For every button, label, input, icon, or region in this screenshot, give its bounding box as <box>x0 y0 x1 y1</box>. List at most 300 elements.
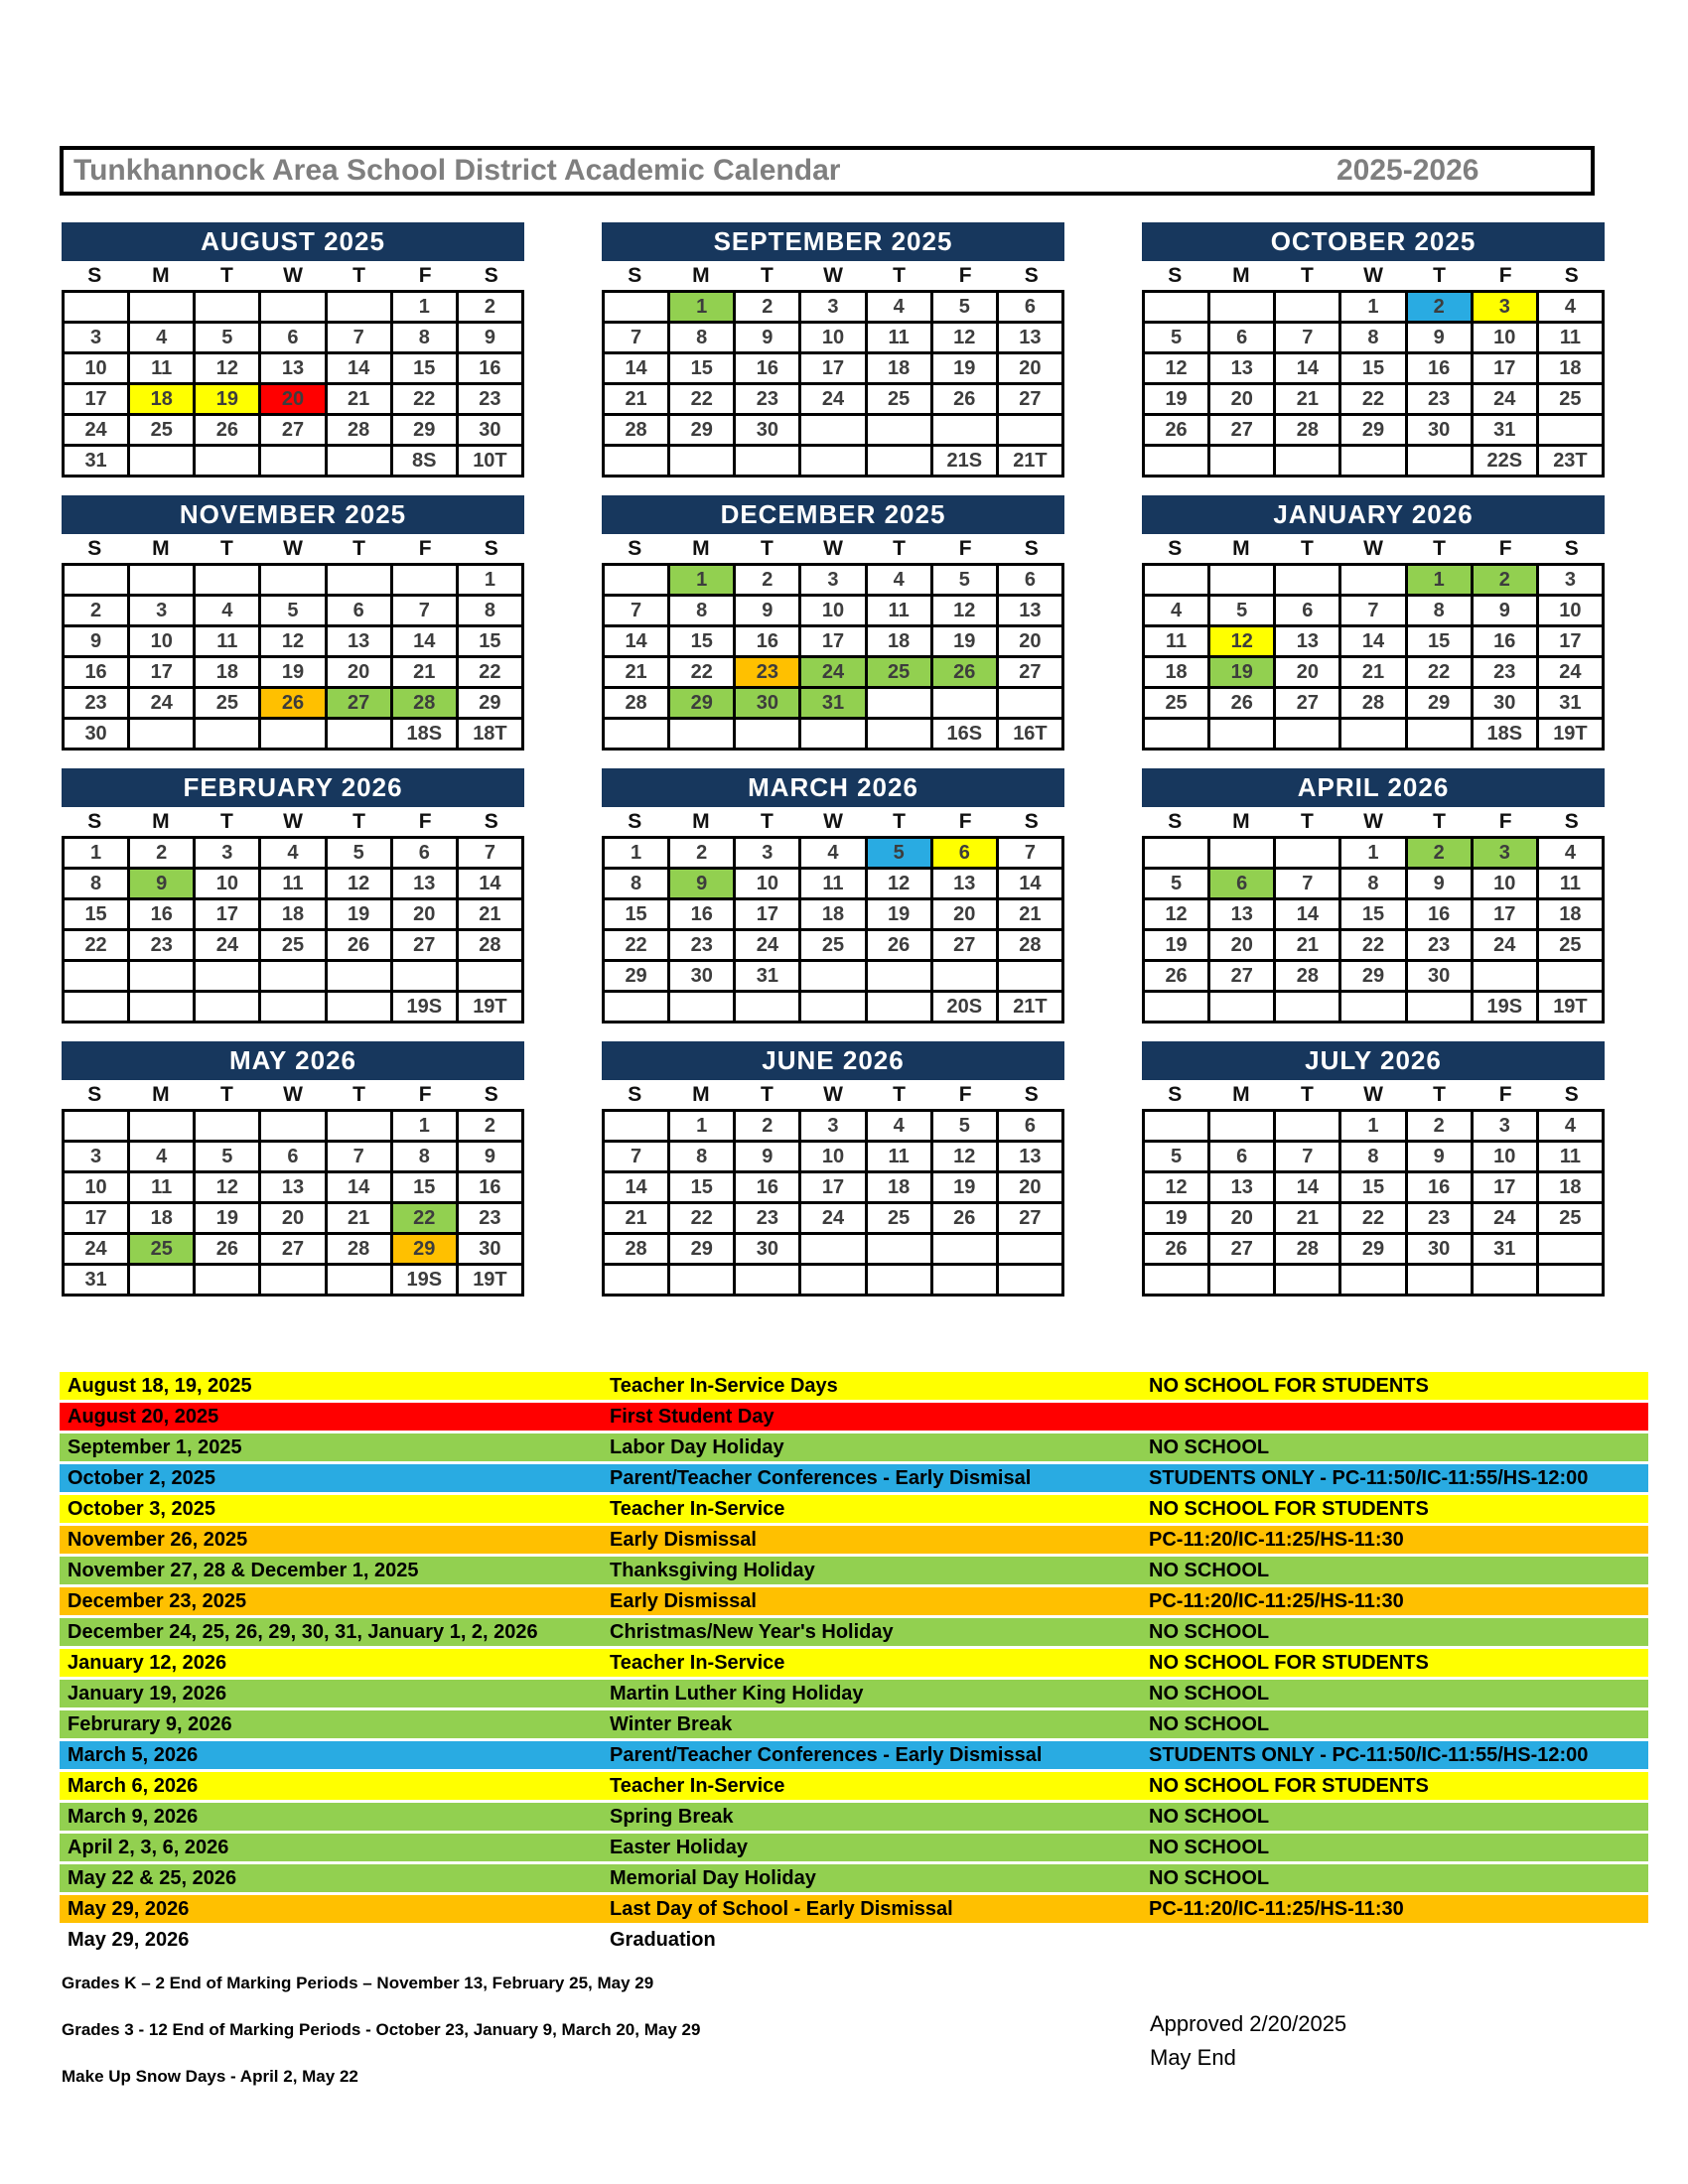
day-cell: 17 <box>64 384 129 415</box>
day-cell: 15 <box>669 626 735 657</box>
weekday-label: F <box>418 809 432 833</box>
day-cell: 8 <box>457 596 522 626</box>
day-cell: 20 <box>326 657 391 688</box>
legend-event: Spring Break <box>610 1805 734 1828</box>
weekday-label: W <box>283 809 303 833</box>
week-row <box>604 565 1063 596</box>
day-cell: 27 <box>1209 415 1275 446</box>
day-cell: 24 <box>64 1234 129 1265</box>
day-cell: 16 <box>129 899 195 930</box>
weekday-label: F <box>958 263 972 287</box>
month-grid <box>62 290 524 478</box>
week-row <box>64 869 523 899</box>
empty-cell <box>1275 719 1340 750</box>
weekday-label: M <box>692 263 710 287</box>
day-cell: 24 <box>1472 384 1537 415</box>
week-row <box>64 384 523 415</box>
legend-row <box>60 1495 1648 1523</box>
week-row <box>604 719 1063 750</box>
legend-row <box>60 1433 1648 1461</box>
day-cell: 16 <box>1472 626 1537 657</box>
legend-date: May 29, 2026 <box>68 1928 190 1951</box>
day-cell: 21 <box>326 1203 391 1234</box>
day-cell: 11 <box>1537 323 1603 353</box>
day-cell: 20 <box>260 1203 326 1234</box>
day-cell: 22 <box>1406 657 1472 688</box>
day-cell: 11 <box>129 353 195 384</box>
empty-cell <box>326 1111 391 1142</box>
day-cell: 12 <box>195 353 260 384</box>
empty-cell <box>997 1265 1062 1296</box>
empty-cell <box>1144 565 1209 596</box>
day-cell: 21 <box>326 384 391 415</box>
empty-cell <box>391 961 457 992</box>
day-cell: 12 <box>1144 353 1209 384</box>
legend-row <box>60 1649 1648 1677</box>
empty-cell <box>129 719 195 750</box>
week-row <box>64 1203 523 1234</box>
month-grid <box>1142 836 1605 1024</box>
day-cell: 2 <box>64 596 129 626</box>
empty-cell <box>64 1111 129 1142</box>
day-cell: 2 <box>457 292 522 323</box>
day-cell: 21S <box>931 446 997 477</box>
weekday-label: M <box>1232 1082 1250 1106</box>
weekday-label: S <box>1168 809 1183 833</box>
weekday-label: F <box>1498 809 1512 833</box>
legend-note: NO SCHOOL <box>1149 1836 1270 1858</box>
weekday-label: F <box>418 1082 432 1106</box>
day-cell: 12 <box>1144 899 1209 930</box>
day-cell: 26 <box>1209 688 1275 719</box>
day-cell: 27 <box>1209 961 1275 992</box>
day-cell: 3 <box>64 323 129 353</box>
week-row <box>1144 992 1604 1023</box>
day-cell: 8 <box>1340 1142 1406 1172</box>
day-cell: 19T <box>457 1265 522 1296</box>
legend-row <box>60 1864 1648 1892</box>
empty-cell <box>1537 1234 1603 1265</box>
month-grid <box>62 563 524 751</box>
weekday-label: T <box>220 536 233 560</box>
footer-note: Grades 3 - 12 End of Marking Periods - October 23, January 9, March 20, May 29 <box>62 2020 701 2039</box>
day-cell: 30 <box>669 961 735 992</box>
empty-cell <box>1340 446 1406 477</box>
day-cell: 4 <box>1537 838 1603 869</box>
weekday-label: M <box>152 263 170 287</box>
weekday-label: T <box>761 1082 774 1106</box>
day-cell: 25 <box>1144 688 1209 719</box>
empty-cell <box>866 992 931 1023</box>
day-cell: 19S <box>391 992 457 1023</box>
empty-cell <box>997 688 1062 719</box>
empty-cell <box>1209 446 1275 477</box>
weekday-label: T <box>352 263 365 287</box>
empty-cell <box>1275 565 1340 596</box>
empty-cell <box>260 1265 326 1296</box>
week-row <box>64 992 523 1023</box>
day-cell: 6 <box>260 1142 326 1172</box>
day-cell: 25 <box>866 657 931 688</box>
empty-cell <box>195 1111 260 1142</box>
day-cell: 13 <box>1275 626 1340 657</box>
day-cell: 2 <box>735 292 800 323</box>
day-cell: 14 <box>391 626 457 657</box>
day-cell: 21 <box>604 1203 669 1234</box>
week-row <box>1144 1142 1604 1172</box>
weekday-label: F <box>1498 1082 1512 1106</box>
day-cell: 4 <box>866 292 931 323</box>
day-cell: 10 <box>64 353 129 384</box>
day-cell: 5 <box>1144 869 1209 899</box>
day-cell: 24 <box>195 930 260 961</box>
day-cell: 8 <box>64 869 129 899</box>
day-cell: 29 <box>1340 415 1406 446</box>
legend-note: NO SCHOOL <box>1149 1620 1270 1643</box>
weekday-label: S <box>1168 536 1183 560</box>
empty-cell <box>735 992 800 1023</box>
empty-cell <box>669 719 735 750</box>
legend-row <box>60 1557 1648 1584</box>
day-cell: 23 <box>1406 1203 1472 1234</box>
day-cell: 16 <box>735 626 800 657</box>
day-cell: 16 <box>64 657 129 688</box>
day-cell: 1 <box>1406 565 1472 596</box>
day-cell: 23 <box>1472 657 1537 688</box>
empty-cell <box>326 565 391 596</box>
empty-cell <box>669 446 735 477</box>
month-calendar <box>62 222 524 478</box>
day-cell: 24 <box>129 688 195 719</box>
empty-cell <box>1537 961 1603 992</box>
weekday-header-row <box>602 807 1064 836</box>
day-cell: 13 <box>1209 899 1275 930</box>
week-row <box>64 899 523 930</box>
approved-date: Approved 2/20/2025 <box>1150 2011 1347 2036</box>
weekday-label: W <box>823 809 843 833</box>
day-cell: 21 <box>604 384 669 415</box>
day-cell: 28 <box>1340 688 1406 719</box>
day-cell: 12 <box>1144 1172 1209 1203</box>
day-cell: 9 <box>735 323 800 353</box>
day-cell: 10 <box>800 323 866 353</box>
week-row <box>1144 1234 1604 1265</box>
month-calendar <box>1142 768 1605 1024</box>
day-cell: 11 <box>1537 1142 1603 1172</box>
week-row <box>604 292 1063 323</box>
day-cell: 3 <box>800 292 866 323</box>
day-cell: 14 <box>604 353 669 384</box>
empty-cell <box>1275 838 1340 869</box>
day-cell: 19T <box>1537 719 1603 750</box>
weekday-label: F <box>958 1082 972 1106</box>
day-cell: 20 <box>1209 1203 1275 1234</box>
day-cell: 2 <box>1406 292 1472 323</box>
week-row <box>64 688 523 719</box>
weekday-header-row <box>62 807 524 836</box>
document-title: Tunkhannock Area School District Academic Calendar <box>73 154 841 187</box>
legend-event: Parent/Teacher Conferences - Early Dismissal <box>610 1743 1043 1766</box>
legend-event: Graduation <box>610 1928 716 1951</box>
week-row <box>604 626 1063 657</box>
weekday-label: S <box>87 809 102 833</box>
legend-row <box>60 1680 1648 1707</box>
weekday-label: M <box>1232 263 1250 287</box>
day-cell: 1 <box>604 838 669 869</box>
weekday-label: W <box>1363 1082 1383 1106</box>
day-cell: 13 <box>260 1172 326 1203</box>
weekday-label: T <box>1301 1082 1314 1106</box>
day-cell: 6 <box>997 1111 1062 1142</box>
week-row <box>64 1172 523 1203</box>
day-cell: 18 <box>260 899 326 930</box>
day-cell: 1 <box>64 838 129 869</box>
day-cell: 5 <box>1144 1142 1209 1172</box>
day-cell: 9 <box>669 869 735 899</box>
day-cell: 11 <box>129 1172 195 1203</box>
week-row <box>64 565 523 596</box>
legend-note: NO SCHOOL FOR STUDENTS <box>1149 1374 1429 1397</box>
weekday-label: W <box>823 536 843 560</box>
week-row <box>604 1265 1063 1296</box>
legend-event: Parent/Teacher Conferences - Early Dismisal <box>610 1466 1032 1489</box>
day-cell: 11 <box>1537 869 1603 899</box>
day-cell: 28 <box>457 930 522 961</box>
day-cell: 13 <box>1209 1172 1275 1203</box>
week-row <box>1144 719 1604 750</box>
day-cell: 6 <box>391 838 457 869</box>
day-cell: 8 <box>1340 869 1406 899</box>
day-cell: 13 <box>997 1142 1062 1172</box>
empty-cell <box>195 565 260 596</box>
weekday-label: F <box>418 263 432 287</box>
day-cell: 6 <box>997 292 1062 323</box>
empty-cell <box>391 565 457 596</box>
day-cell: 6 <box>326 596 391 626</box>
day-cell: 13 <box>997 596 1062 626</box>
day-cell: 30 <box>457 415 522 446</box>
empty-cell <box>866 446 931 477</box>
legend-date: May 29, 2026 <box>68 1897 190 1920</box>
empty-cell <box>195 292 260 323</box>
empty-cell <box>1144 1265 1209 1296</box>
day-cell: 4 <box>866 1111 931 1142</box>
empty-cell <box>1144 838 1209 869</box>
day-cell: 17 <box>195 899 260 930</box>
day-cell: 29 <box>1406 688 1472 719</box>
day-cell: 4 <box>1144 596 1209 626</box>
week-row <box>64 353 523 384</box>
day-cell: 16 <box>1406 899 1472 930</box>
day-cell: 12 <box>326 869 391 899</box>
day-cell: 29 <box>669 688 735 719</box>
day-cell: 13 <box>260 353 326 384</box>
day-cell: 9 <box>129 869 195 899</box>
day-cell: 22 <box>669 657 735 688</box>
day-cell: 22 <box>1340 384 1406 415</box>
week-row <box>1144 565 1604 596</box>
month-grid <box>1142 1109 1605 1297</box>
empty-cell <box>64 565 129 596</box>
day-cell: 14 <box>326 353 391 384</box>
day-cell: 24 <box>64 415 129 446</box>
empty-cell <box>1275 1111 1340 1142</box>
day-cell: 30 <box>735 415 800 446</box>
month-title: FEBRUARY 2026 <box>62 768 524 807</box>
week-row <box>1144 353 1604 384</box>
day-cell: 8 <box>1406 596 1472 626</box>
day-cell: 23 <box>457 384 522 415</box>
day-cell: 17 <box>800 353 866 384</box>
day-cell: 15 <box>1406 626 1472 657</box>
day-cell: 21 <box>1275 384 1340 415</box>
day-cell: 7 <box>457 838 522 869</box>
day-cell: 18S <box>1472 719 1537 750</box>
day-cell: 26 <box>1144 1234 1209 1265</box>
month-title: MAY 2026 <box>62 1041 524 1080</box>
month-grid <box>602 1109 1064 1297</box>
day-cell: 3 <box>129 596 195 626</box>
day-cell: 3 <box>800 1111 866 1142</box>
day-cell: 23 <box>669 930 735 961</box>
day-cell: 15 <box>457 626 522 657</box>
day-cell: 23 <box>735 1203 800 1234</box>
day-cell: 21 <box>1340 657 1406 688</box>
weekday-label: S <box>628 536 642 560</box>
day-cell: 27 <box>1275 688 1340 719</box>
day-cell: 26 <box>260 688 326 719</box>
weekday-label: S <box>484 809 498 833</box>
legend-note: PC-11:20/IC-11:25/HS-11:30 <box>1149 1528 1404 1551</box>
day-cell: 26 <box>195 1234 260 1265</box>
day-cell: 2 <box>1406 838 1472 869</box>
legend-note: NO SCHOOL <box>1149 1559 1270 1581</box>
week-row <box>1144 838 1604 869</box>
legend-row <box>60 1803 1648 1831</box>
day-cell: 22 <box>391 1203 457 1234</box>
empty-cell <box>800 1234 866 1265</box>
day-cell: 22 <box>391 384 457 415</box>
day-cell: 22 <box>669 384 735 415</box>
week-row <box>604 1142 1063 1172</box>
day-cell: 27 <box>997 657 1062 688</box>
weekday-label: M <box>152 809 170 833</box>
empty-cell <box>1209 719 1275 750</box>
day-cell: 5 <box>195 323 260 353</box>
legend-event: Teacher In-Service <box>610 1651 785 1674</box>
week-row <box>1144 961 1604 992</box>
weekday-label: W <box>1363 809 1383 833</box>
empty-cell <box>1209 565 1275 596</box>
empty-cell <box>260 719 326 750</box>
day-cell: 22 <box>669 1203 735 1234</box>
legend-note: NO SCHOOL <box>1149 1435 1270 1458</box>
day-cell: 18 <box>129 1203 195 1234</box>
week-row <box>604 1111 1063 1142</box>
day-cell: 13 <box>1209 353 1275 384</box>
empty-cell <box>129 565 195 596</box>
day-cell: 4 <box>260 838 326 869</box>
day-cell: 9 <box>1406 1142 1472 1172</box>
day-cell: 10 <box>1537 596 1603 626</box>
weekday-label: S <box>1168 1082 1183 1106</box>
day-cell: 25 <box>195 688 260 719</box>
legend-row <box>60 1618 1648 1646</box>
weekday-label: S <box>1564 1082 1579 1106</box>
day-cell: 1 <box>669 565 735 596</box>
weekday-label: T <box>1301 263 1314 287</box>
legend-date: March 5, 2026 <box>68 1743 199 1766</box>
day-cell: 10 <box>64 1172 129 1203</box>
day-cell: 15 <box>669 353 735 384</box>
day-cell: 19S <box>1472 992 1537 1023</box>
day-cell: 27 <box>997 384 1062 415</box>
week-row <box>1144 1172 1604 1203</box>
week-row <box>64 323 523 353</box>
day-cell: 19 <box>931 1172 997 1203</box>
week-row <box>1144 1111 1604 1142</box>
footer-note: Grades K – 2 End of Marking Periods – November 13, February 25, May 29 <box>62 1974 654 1992</box>
months-grid <box>62 222 1605 1297</box>
legend-note: PC-11:20/IC-11:25/HS-11:30 <box>1149 1897 1404 1920</box>
day-cell: 31 <box>64 1265 129 1296</box>
weekday-label: T <box>1301 536 1314 560</box>
day-cell: 5 <box>866 838 931 869</box>
day-cell: 20 <box>931 899 997 930</box>
day-cell: 1 <box>391 292 457 323</box>
weekday-label: T <box>1433 809 1446 833</box>
day-cell: 17 <box>800 626 866 657</box>
day-cell: 27 <box>260 1234 326 1265</box>
day-cell: 11 <box>866 1142 931 1172</box>
empty-cell <box>604 1111 669 1142</box>
day-cell: 1 <box>1340 1111 1406 1142</box>
day-cell: 16 <box>735 353 800 384</box>
day-cell: 16 <box>669 899 735 930</box>
empty-cell <box>1472 1265 1537 1296</box>
day-cell: 26 <box>931 1203 997 1234</box>
empty-cell <box>735 719 800 750</box>
day-cell: 19 <box>1209 657 1275 688</box>
empty-cell <box>931 1234 997 1265</box>
day-cell: 22 <box>604 930 669 961</box>
month-grid <box>602 290 1064 478</box>
day-cell: 16 <box>1406 353 1472 384</box>
day-cell: 15 <box>1340 899 1406 930</box>
day-cell: 16T <box>997 719 1062 750</box>
empty-cell <box>997 415 1062 446</box>
legend-event: Easter Holiday <box>610 1836 748 1858</box>
empty-cell <box>604 292 669 323</box>
day-cell: 4 <box>1537 1111 1603 1142</box>
day-cell: 23 <box>1406 930 1472 961</box>
legend-row <box>60 1464 1648 1492</box>
week-row <box>64 1142 523 1172</box>
day-cell: 20 <box>260 384 326 415</box>
day-cell: 2 <box>735 1111 800 1142</box>
legend-date: May 22 & 25, 2026 <box>68 1866 237 1889</box>
day-cell: 7 <box>997 838 1062 869</box>
day-cell: 19 <box>260 657 326 688</box>
empty-cell <box>1340 719 1406 750</box>
legend-note: STUDENTS ONLY - PC-11:50/IC-11:55/HS-12:00 <box>1149 1743 1589 1766</box>
day-cell: 4 <box>1537 292 1603 323</box>
empty-cell <box>260 1111 326 1142</box>
day-cell: 24 <box>1537 657 1603 688</box>
week-row <box>64 1234 523 1265</box>
month-calendar <box>62 768 524 1024</box>
week-row <box>604 1234 1063 1265</box>
